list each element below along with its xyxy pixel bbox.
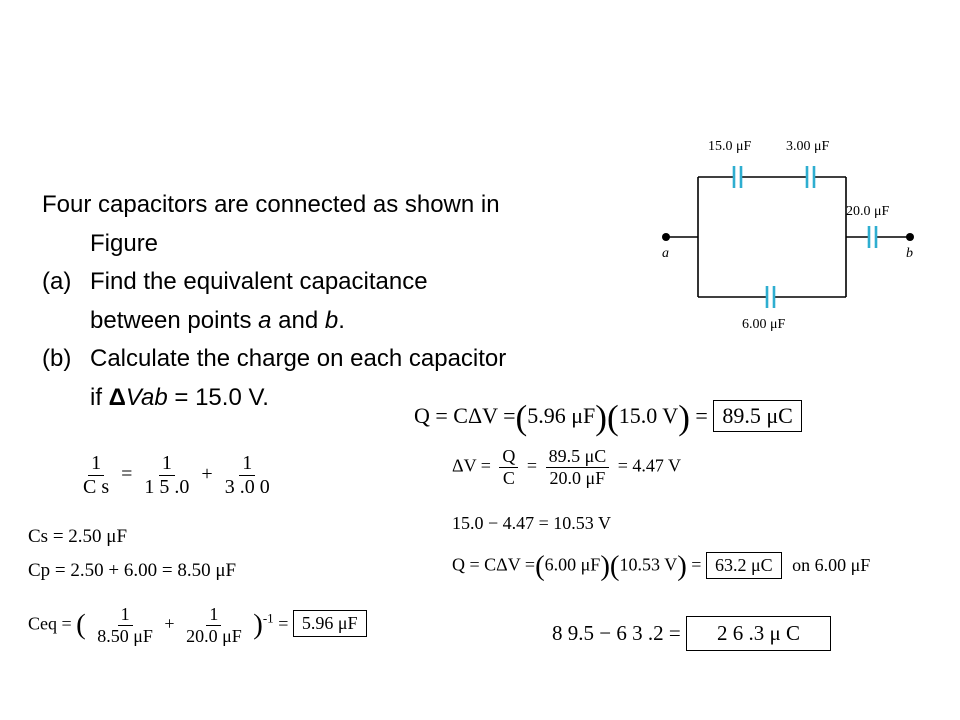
circuit-diagram [650,130,920,340]
charge-difference-answer-box: 2 6 .3 μ C [686,616,831,651]
q-total-answer-box: 89.5 μC [713,400,801,432]
part-b-if: if [90,383,109,411]
problem-part-b [42,340,602,379]
q-6uf-suffix: on 6.00 μF [792,554,871,575]
problem-intro-line2: Figure [90,229,159,257]
cap-label-20uf: 20.0 μF [846,204,890,219]
terminal-a-dot [662,233,670,241]
frac-1-over-cs: $\frac{1}{\text{C s}}$ [83,452,110,498]
part-a-point-a: a [258,306,272,334]
series-equation: $\frac{1}{\text{C s}}$ = $\frac{1}{1 5 .0}$ + $\frac{1}{3 .0 0}$ [76,452,277,499]
part-b-label: (b) [42,345,72,372]
frac-1-over-3: $\frac{1}{3 .0 0}$ [224,452,270,498]
part-a-line2 [42,302,602,341]
part-a-and: and [271,306,325,334]
problem-part-a [42,263,602,302]
part-a-line1: Find the equivalent capacitance [90,268,428,295]
point-a-label: a [662,246,669,261]
q-total-equation: Q = CΔV =(5.96 μF)(15.0 V) = 89.5 μC [414,398,802,438]
part-b-delta: Δ [108,383,126,411]
part-b-vab: Vab [125,383,168,411]
cp-result: Cp = 2.50 + 6.00 = 8.50 μF [28,560,237,581]
q-6uf-equation: Q = CΔV =(6.00 μF)(10.53 V) = 63.2 μC on 6.00 μF [452,550,871,582]
cap-label-3uf: 3.00 μF [786,139,830,154]
part-b-end: = 15.0 V. [167,383,269,411]
ceq-answer-box: 5.96 μF [293,610,367,637]
point-b-label: b [906,246,913,261]
cap-label-6uf: 6.00 μF [742,317,786,332]
part-a-end: . [338,306,345,334]
cap-label-15uf: 15.0 μF [708,139,752,154]
problem-statement [42,186,602,417]
inverse-exponent: -1 [262,610,274,626]
problem-intro-line1: Four capacitors are connected as shown in [42,191,500,218]
frac-1-over-15: $\frac{1}{1 5 .0}$ [144,452,190,498]
charge-difference: 8 9.5 − 6 3 .2 = 2 6 .3 μ C [552,616,831,651]
frac-charge-over-cap: $\frac{89.5 \mu C}{20.0 \mu F}$ [546,446,610,488]
part-b-line1: Calculate the charge on each capacitor [90,345,507,372]
delta-v-equation: ΔV = $\frac{Q}{C}$ = $\frac{89.5 \mu C}{20.0 \mu F}$ = 4.47 V [452,446,682,488]
frac-q-over-c: $\frac{Q}{C}$ [499,446,518,488]
terminal-b-dot [906,233,914,241]
frac-1-over-cp: $\frac{1}{8.50 \mu F}$ [97,604,153,646]
cs-result: Cs = 2.50 μF [28,526,128,547]
frac-1-over-c3: $\frac{1}{20.0 \mu F}$ [186,604,242,646]
part-a-pre: between points [90,306,259,334]
part-a-point-b: b [324,306,339,334]
q-6uf-answer-box: 63.2 μC [706,552,782,579]
ceq-equation: Ceq = ( $\frac{1}{8.50 \mu F}$ + $\frac{1}{20.0 \mu F}$ )$^{-1}$ = 5.96 μF [28,604,367,646]
voltage-subtraction: 15.0 − 4.47 = 10.53 V [452,513,611,533]
part-a-label: (a) [42,268,72,295]
